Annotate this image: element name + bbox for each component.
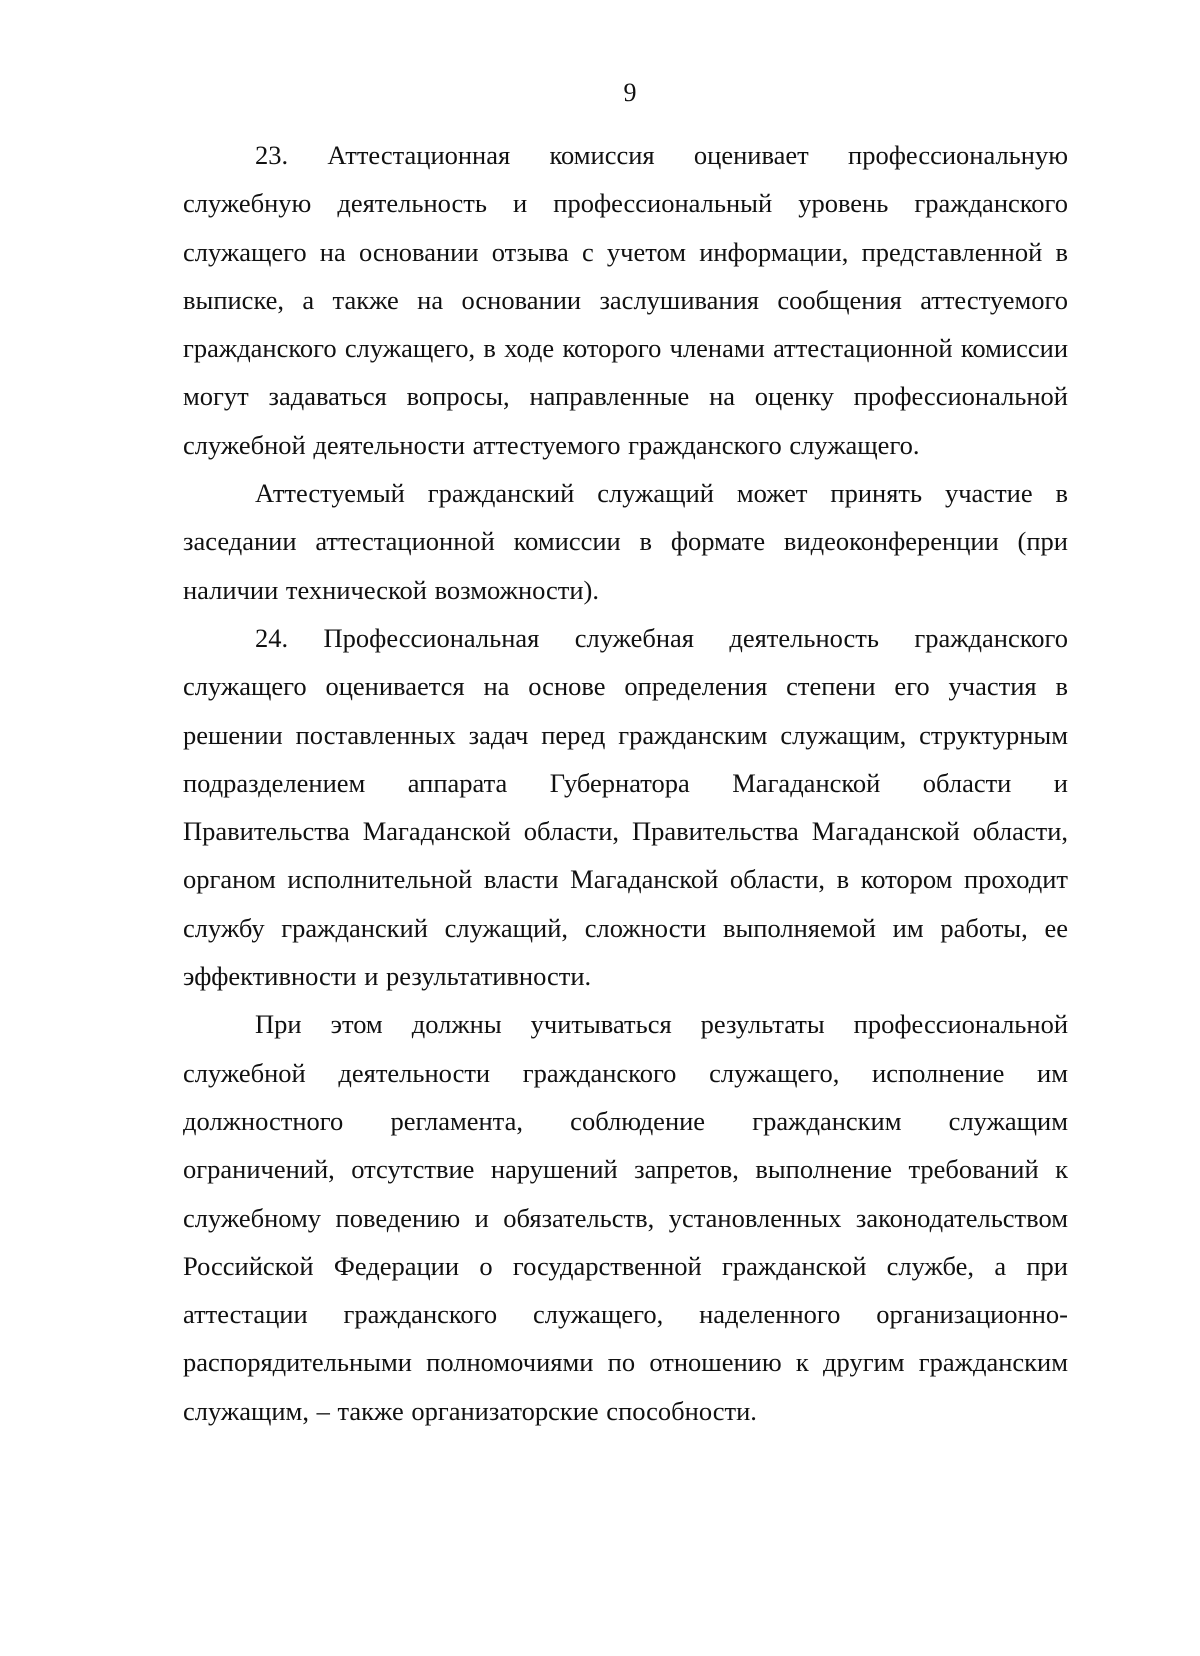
document-body bbox=[183, 131, 1068, 1435]
paragraph-evaluation-criteria: При этом должны учитываться результаты профессиональной служебной деятельности гражданского служащего, исполнение им должностного регламента, соблюдение гражданским служащим ограничений, отсутствие нарушений запретов, выполнение требований к служебному поведению и обязательств, установленных законодательством Российской Федерации о государственной гражданской службе, а при аттестации гражданского служащего, наделенного организационно-распорядительными полномочиями по отношению к другим гражданским служащим, – также организаторские способности. bbox=[183, 1009, 1068, 1426]
paragraph-24: 24. Профессиональная служебная деятельность гражданского служащего оценивается на основе определения степени его участия в решении поставленных задач перед гражданским служащим, структурным подразделением аппарата Губернатора Магаданской области и Правительства Магаданской области, Правительства Магаданской области, органом исполнительной власти Магаданской области, в котором проходит службу гражданский служащий, сложности выполняемой им работы, ее эффективности и результативности. bbox=[183, 622, 1068, 992]
paragraph-videoconference: Аттестуемый гражданский служащий может принять участие в заседании аттестационной комиссии в формате видеоконференции (при наличии технической возможности). bbox=[183, 478, 1068, 605]
paragraph-23: 23. Аттестационная комиссия оценивает профессиональную служебную деятельность и профессиональный уровень гражданского служащего на основании отзыва с учетом информации, представленной в выписке, а также на основании заслушивания сообщения аттестуемого гражданского служащего, в ходе которого членами аттестационной комиссии могут задаваться вопросы, направленные на оценку профессиональной служебной деятельности аттестуемого гражданского служащего. bbox=[183, 140, 1068, 460]
page-number: 9 bbox=[623, 78, 637, 107]
